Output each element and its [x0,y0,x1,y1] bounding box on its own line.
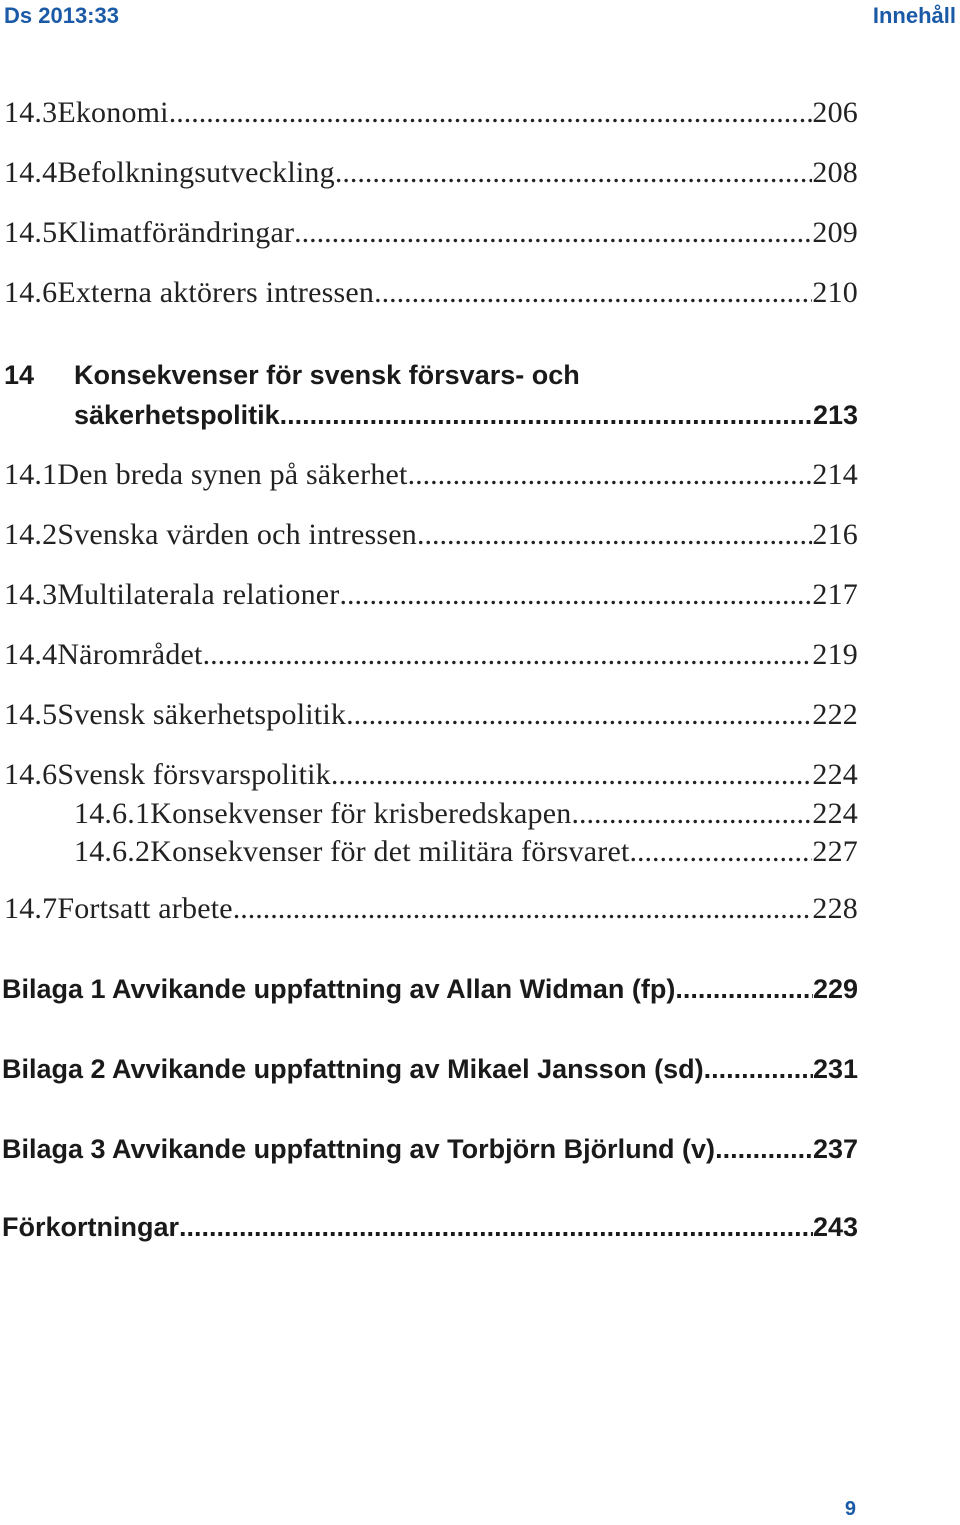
toc-entry-14-6-externa-aktorer[interactable] [4,276,858,310]
toc-entry-title: Bilaga 2 Avvikande uppfattning av Mikael Jansson (sd) [2,1054,704,1084]
toc-entry-14-3-ekonomi[interactable] [4,96,858,130]
toc-entry-page: 243 [812,1212,858,1242]
toc-entry-title: Förkortningar [2,1212,180,1242]
toc-leader-dots [675,974,813,1005]
toc-entry-number: 14.6.2 [74,835,151,868]
toc-leader-dots [374,276,812,310]
toc-entry-number: 14.6 [4,276,58,309]
toc-entry-title: Befolkningsutveckling [57,156,335,189]
toc-leader-dots [630,835,813,869]
toc-entry-page: 224 [812,758,858,791]
running-header-doc-id: Ds 2013:33 [4,3,119,28]
toc-entry-14-3[interactable] [4,578,858,612]
toc-entry-page: 222 [812,698,858,731]
toc-entry-14-2[interactable] [4,518,858,552]
toc-leader-dots [417,518,812,552]
toc-entry-page: 229 [812,974,858,1004]
toc-entry-page: 217 [812,578,858,611]
toc-leader-dots [203,638,813,672]
toc-entry-number: 14.6 [4,758,58,791]
toc-leader-dots [346,698,812,732]
toc-entry-14-6[interactable] [4,758,858,792]
toc-leader-dots [179,1212,813,1243]
toc-entry-title: Multilaterala relationer [57,578,340,611]
toc-chapter-title-line1: Konsekvenser för svensk försvars- och [74,360,580,390]
toc-leader-dots [335,156,813,190]
toc-entry-title: Bilaga 1 Avvikande uppfattning av Allan Widman (fp) [2,974,676,1004]
toc-entry-title: Konsekvenser för det militära försvaret [150,835,630,868]
toc-chapter-14-line1[interactable] [4,360,580,391]
toc-leader-dots [339,578,812,612]
toc-leader-dots [331,758,813,792]
toc-entry-bilaga-2[interactable] [2,1054,858,1085]
toc-entry-page: 206 [812,96,858,129]
toc-entry-number: 14.2 [4,518,58,551]
running-header-section: Innehåll [872,3,956,28]
toc-chapter-14-line2[interactable] [74,400,858,431]
toc-entry-page: 231 [812,1054,858,1084]
toc-entry-bilaga-1[interactable] [2,974,858,1005]
toc-leader-dots [715,1134,813,1165]
toc-entry-title: Fortsatt arbete [57,892,233,925]
toc-entry-page: 219 [812,638,858,671]
toc-entry-number: 14.3 [4,96,58,129]
toc-entry-number: 14.5 [4,698,58,731]
toc-leader-dots [571,797,812,831]
toc-entry-14-1[interactable] [4,458,858,492]
toc-entry-14-4-befolkningsutveckling[interactable] [4,156,858,190]
toc-entry-14-5-klimat[interactable] [4,216,858,250]
toc-entry-page: 224 [812,797,858,830]
toc-entry-number: 14.1 [4,458,58,491]
toc-entry-page: 210 [812,276,858,309]
toc-entry-title: Bilaga 3 Avvikande uppfattning av Torbjörn Björlund (v) [2,1134,716,1164]
toc-entry-page: 214 [812,458,858,491]
toc-entry-title: Svensk försvarspolitik [57,758,331,791]
toc-entry-number: 14.4 [4,638,58,671]
toc-leader-dots [280,400,813,431]
toc-leader-dots [169,96,813,130]
toc-chapter-number: 14 [4,360,35,390]
toc-entry-14-4[interactable] [4,638,858,672]
toc-entry-number: 14.6.1 [74,797,151,830]
toc-entry-title: Den breda synen på säkerhet [57,458,408,491]
toc-entry-title: Klimatförändringar [57,216,295,249]
toc-entry-page: 227 [812,835,858,868]
toc-entry-page: 209 [812,216,858,249]
toc-entry-page: 237 [812,1134,858,1164]
toc-entry-title: Ekonomi [57,96,169,129]
toc-entry-bilaga-3[interactable] [2,1134,858,1165]
toc-leader-dots [233,892,813,926]
toc-entry-title: Svenska värden och intressen [57,518,417,551]
toc-entry-number: 14.5 [4,216,58,249]
toc-entry-page: 208 [812,156,858,189]
toc-entry-title: Närområdet [57,638,203,671]
toc-entry-number: 14.7 [4,892,58,925]
toc-chapter-page: 213 [812,400,858,430]
toc-entry-title: Externa aktörers intressen [57,276,375,309]
toc-entry-number: 14.3 [4,578,58,611]
toc-leader-dots [704,1054,813,1085]
toc-entry-page: 228 [812,892,858,925]
toc-chapter-title-line2: säkerhetspolitik [74,400,280,430]
toc-leader-dots [294,216,812,250]
page-number: 9 [844,1498,856,1520]
toc-leader-dots [408,458,813,492]
toc-entry-forkortningar[interactable] [2,1212,858,1243]
toc-entry-number: 14.4 [4,156,58,189]
toc-entry-title: Konsekvenser för krisberedskapen [150,797,572,830]
toc-entry-14-6-2[interactable] [74,835,858,869]
toc-entry-title: Svensk säkerhetspolitik [57,698,347,731]
toc-entry-14-6-1[interactable] [74,797,858,831]
toc-entry-page: 216 [812,518,858,551]
toc-entry-14-7[interactable] [4,892,858,926]
toc-entry-14-5[interactable] [4,698,858,732]
